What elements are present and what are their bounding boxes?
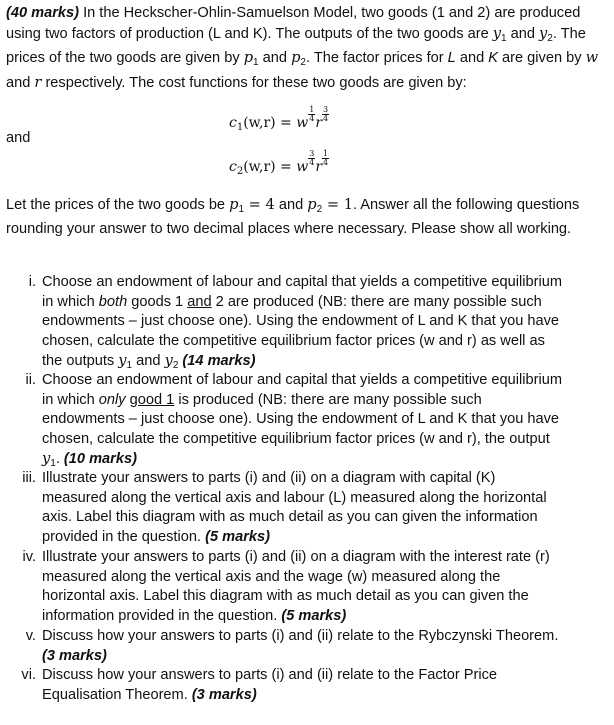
question-iv-text: Illustrate your answers to parts (i) and (ii) on a diagram with the interest rate (r) measured along the vertical axis and the wage (w) measured along the horizontal axis. Label this diagram with as much detail as you can given the information provided in the question. (5 marks) bbox=[42, 549, 550, 624]
exponent-r-1: $\frac{3}{4}$ bbox=[323, 105, 329, 123]
cost-function-good-2: $c_2(w,r) = w$ $\frac{3}{4}$ r $\frac{1}{4}$ bbox=[229, 149, 329, 177]
intro-marks: (40 marks) bbox=[6, 5, 80, 21]
question-vi-marks: (3 marks) bbox=[191, 686, 257, 703]
question-ii-marks: (10 marks) bbox=[63, 451, 137, 468]
question-v-marks: (3 marks) bbox=[42, 647, 107, 664]
question-iv-marks: (5 marks) bbox=[281, 607, 347, 624]
exponent-w-2: $\frac{3}{4}$ bbox=[309, 149, 315, 167]
question-vi-text: Discuss how your answers to parts (i) and (ii) relate to the Factor Price Equalisation Theorem. (3 marks) bbox=[42, 667, 498, 703]
cost-function-good-1: $c_1(w,r) = w$ $\frac{1}{4}$ r $\frac{3}{4}$ bbox=[229, 105, 329, 133]
exponent-w-1: $\frac{1}{4}$ bbox=[309, 105, 315, 123]
question-ii-text: Choose an endowment of labour and capital that yields a competitive equilibrium in which only good 1 is produced (NB: there are many possible such endowments – just choose one). Using the endowment of L and K that you have chosen, calculate the competitive equilibrium factor prices (w and r), the output $y_1$. (10 marks) bbox=[42, 372, 563, 470]
prices-paragraph: Let the prices of the two goods be $p_1 = 4$ and $p_2 = 1$. Answer all the following questions rounding your answer to two decimal places where necessary. Please show all working. bbox=[6, 196, 580, 237]
question-i-text: Choose an endowment of labour and capital that yields a competitive equilibrium in which both goods 1 and 2 are produced (NB: there are many possible such endowments – just choose one). Using the endowment of L and K that you have chosen, calculate the competitive equilibrium factor prices (w and r) as well as the outputs $y_1$ and $y_2$ (14 marks) bbox=[42, 274, 563, 372]
question-i-marks: (14 marks) bbox=[178, 353, 256, 370]
intro-paragraph: (40 marks) In the Heckscher-Ohlin-Samuelson Model, two goods (1 and 2) are produced using two factors of production (L and K). The outputs of the two goods are $y_1$ and $y_2$. The prices of the two goods are given by $p_1$ and $p_2$. The factor prices for L and K are given by w and r respectively. The cost functions for these two goods are given by: bbox=[6, 5, 599, 91]
question-iii-marks: (5 marks) bbox=[205, 528, 270, 545]
question-iii-text: Illustrate your answers to parts (i) and (ii) on a diagram with capital (K) measured along the vertical axis and labour (L) measured along the horizontal axis. Label this diagram with as much detail as you can given the information provided in the question. (5 marks) bbox=[42, 470, 547, 545]
document-page: (40 marks) In the Heckscher-Ohlin-Samuelson Model, two goods (1 and 2) are produced using two factors of production (L and K). The outputs of the two goods are $y_1$ and $y_2$. The prices of the two goods are given by $p_1$ and $p_2$. The factor prices for L and K are given by w and r respectively. The cost functions for these two goods are given by: $c_1(w,r) = w$ $\frac{1}{4}$ r $\frac{3}{4}$ and $c_2(w,r) = w$ $\frac{3}{4}$ r $\frac{1}{4}$ Let the prices of the two goods be $p_1 = 4$ and $p_2 = 1$. Answer all the following questions rounding your answer to two decimal places where necessary. Please show all working. i. Choose an endowment of labour and capital that yields a competitive equilibrium in which both goods 1 and 2 are produced (NB: there are many possible such endowments – just choose one). Using the endowment of L and K that you have chosen, calculate the competitive equilibrium factor prices (w and r) as well as the outputs $y_1$ and $y_2$ (14 marks) ii. Choose an endowment of labour and capital that yields a competitive equilibrium in which only good 1 is produced (NB: there are many possible such endowments – just choose one). Using the endowment of L and K that you have chosen, calculate the competitive equilibrium factor prices (w and r), the output $y_1$. (10 marks) iii. Illustrate your answers to parts (i) and (ii) on a diagram with capital (K) measured along the vertical axis and labour (L) measured along the horizontal axis. Label this diagram with as much detail as you can given the information provided in the question. (5 marks) iv. Illustrate your answers to parts (i) and (ii) on a diagram with the interest rate (r) measured along the vertical axis and the wage (w) measured along the horizontal axis. Label this diagram with as much detail as you can given the information provided in the question. (5 marks) v. Discuss how your answers to parts (i) and (ii) relate to the Rybczynski Theorem. (3 marks) vi. Discuss how your answers to parts (i) and (ii) relate to the Factor Price Equalisation Theorem. (3 marks) bbox=[0, 0, 614, 725]
exponent-r-2: $\frac{1}{4}$ bbox=[323, 149, 329, 167]
question-v-text: Discuss how your answers to parts (i) and (ii) relate to the Rybczynski Theorem. (3 marks) bbox=[42, 628, 559, 664]
and-label: and bbox=[6, 130, 31, 146]
